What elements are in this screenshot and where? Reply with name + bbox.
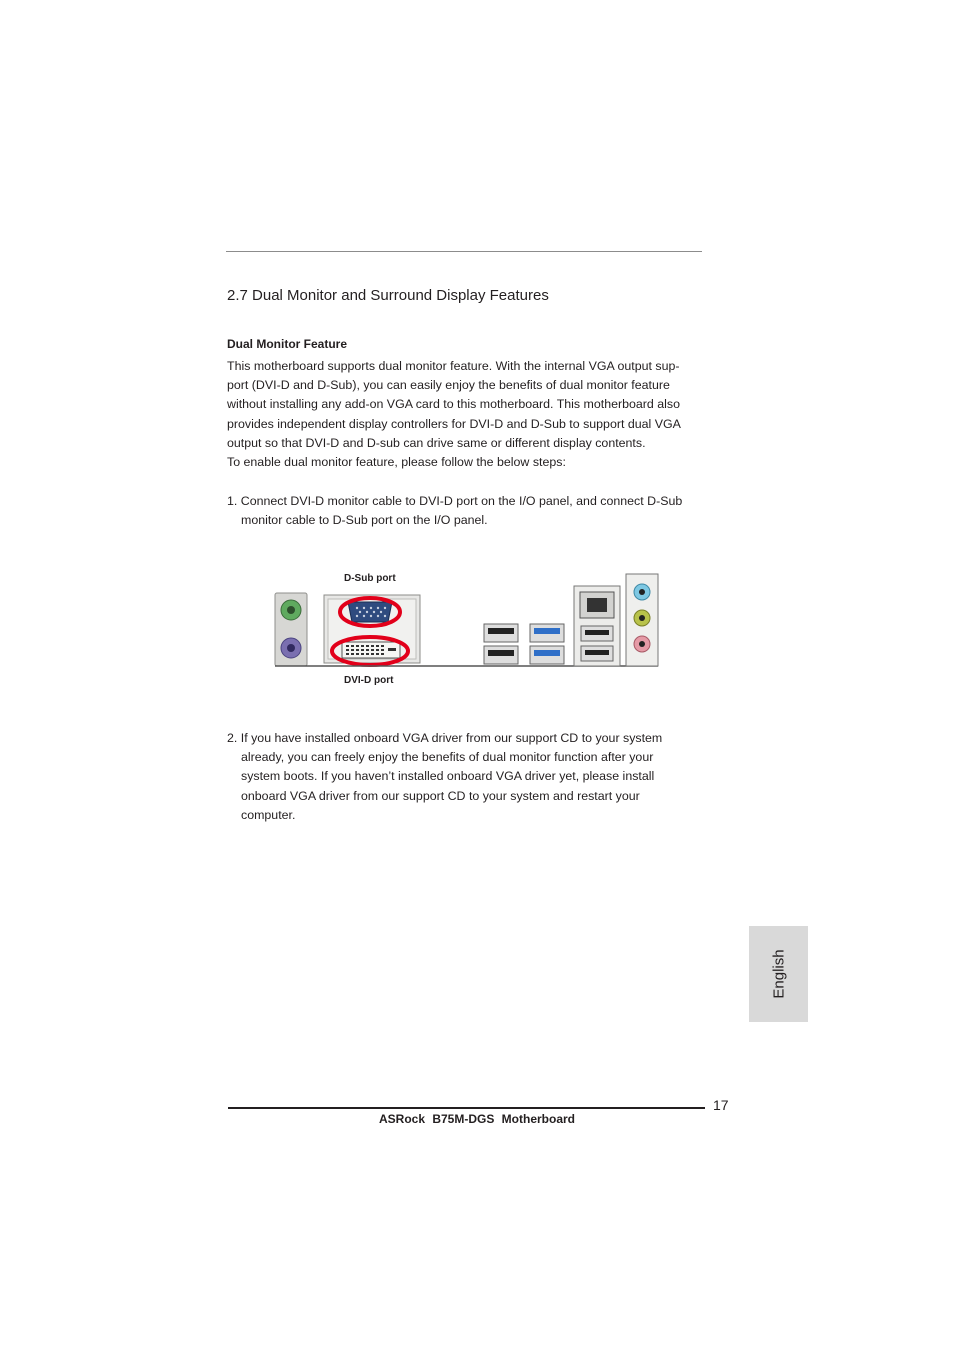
language-tab <box>749 926 808 1022</box>
dvid-port-icon <box>342 642 400 658</box>
subheading: Dual Monitor Feature <box>227 337 348 351</box>
step-2-line: already, you can freely enjoy the benefits of dual monitor function after your <box>241 750 654 765</box>
io-panel-illustration <box>272 566 664 696</box>
ps2-ports-icon <box>275 593 307 666</box>
page-number: 17 <box>713 1097 729 1113</box>
lan-usb-stack-icon <box>574 586 620 666</box>
footer-text: ASRock B75M-DGS Motherboard <box>378 1112 576 1126</box>
language-tab-label: English <box>770 949 787 999</box>
usb3-ports-icon <box>530 624 564 664</box>
intro-paragraph <box>227 357 707 472</box>
step-1-line: monitor cable to D-Sub port on the I/O panel. <box>241 513 488 528</box>
dsub-port-icon <box>348 602 392 622</box>
audio-jacks-icon <box>626 574 658 666</box>
step-2-line: computer. <box>241 807 296 822</box>
footer-rule <box>228 1107 705 1109</box>
intro-line: without installing any add-on VGA card to this motherboard. This motherboard also <box>227 397 680 412</box>
dvid-port-label: DVI-D port <box>344 675 394 686</box>
intro-line: port (DVI-D and D-Sub), you can easily enjoy the benefits of dual monitor feature <box>227 378 670 393</box>
usb2-ports-icon <box>484 624 518 664</box>
intro-line: provides independent display controllers for DVI-D and D-Sub to support dual VGA <box>227 416 681 431</box>
step-2-line: system boots. If you haven’t installed onboard VGA driver yet, please install <box>241 769 655 784</box>
step-1 <box>227 492 707 530</box>
step-2 <box>227 729 707 825</box>
intro-line: output so that DVI-D and D-sub can drive same or different display contents. <box>227 435 646 450</box>
section-title: 2.7 Dual Monitor and Surround Display Features <box>227 287 549 304</box>
io-panel-figure <box>272 566 664 696</box>
step-2-line: 2. If you have installed onboard VGA driver from our support CD to your system <box>227 731 663 745</box>
step-2-line: onboard VGA driver from our support CD to your system and restart your <box>241 788 640 803</box>
header-rule <box>226 251 702 252</box>
step-1-line: 1. Connect DVI-D monitor cable to DVI-D port on the I/O panel, and connect D-Sub <box>227 494 683 508</box>
dsub-port-label: D-Sub port <box>344 573 396 584</box>
intro-line: To enable dual monitor feature, please follow the below steps: <box>227 455 566 470</box>
intro-line: This motherboard supports dual monitor feature. With the internal VGA output sup- <box>227 359 680 373</box>
